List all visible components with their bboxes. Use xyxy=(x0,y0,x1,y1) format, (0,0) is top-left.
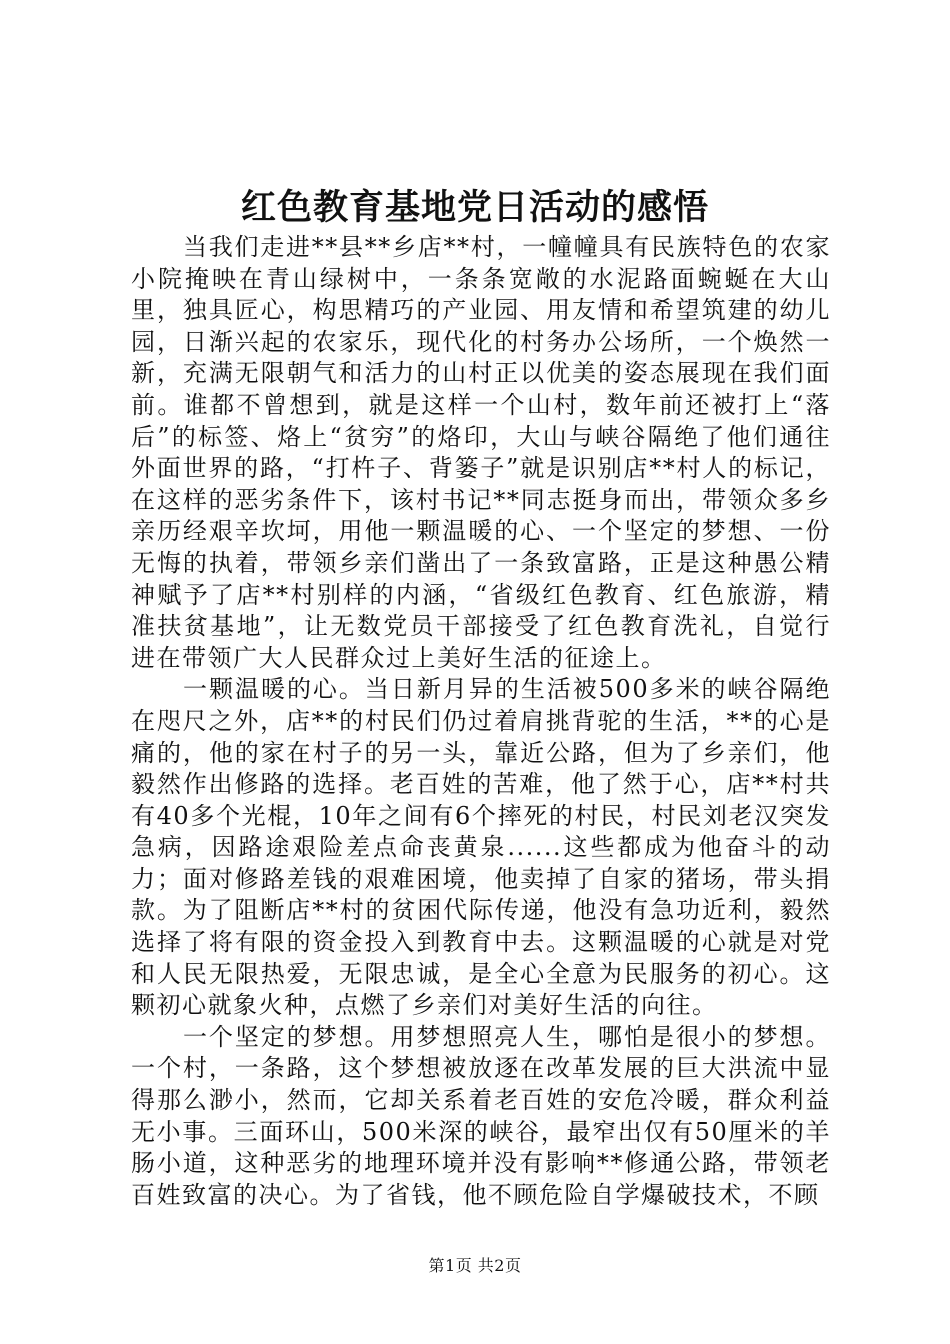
paragraph-intro: 当我们走进**县**乡店**村，一幢幢具有民族特色的农家小院掩映在青山绿树中，一条条宽敞的水泥路面蜿蜒在大山里，独具匠心，构思精巧的产业园、用友情和希望筑建的幼儿园，日渐兴起的农家乐，现代化的村务办公场所，一个焕然一新，充满无限朝气和活力的山村正以优美的姿态展现在我们面前。谁都不曾想到，就是这样一个山村，数年前还被打上“落后”的标签、烙上“贫穷”的烙印，大山与峡谷隔绝了他们通往外面世界的路，“打杵子、背篓子”就是识别店**村人的标记，在这样的恶劣条件下，该村书记**同志挺身而出，带领众多乡亲历经艰辛坎坷，用他一颗温暖的心、一个坚定的梦想、一份无悔的执着，带领乡亲们凿出了一条致富路，正是这种愚公精神赋予了店**村别样的内涵，“省级红色教育、红色旅游，精准扶贫基地”，让无数党员干部接受了红色教育洗礼，自觉行进在带领广大人民群众过上美好生活的征途上。 xyxy=(131,233,831,672)
document-body xyxy=(131,232,831,1211)
document-title: 红色教育基地党日活动的感悟 xyxy=(240,188,709,228)
paragraph-firm-dream: 一个坚定的梦想。用梦想照亮人生，哪怕是很小的梦想。一个村，一条路，这个梦想被放逐在改革发展的巨大洪流中显得那么渺小，然而，它却关系着老百姓的安危冷暖，群众利益无小事。三面环山，500米深的峡谷，最窄出仅有50厘米的羊肠小道，这种恶劣的地理环境并没有影响**修通公路，带领老百姓致富的决心。为了省钱，他不顾危险自学爆破技术，不顾 xyxy=(131,1022,831,1209)
page-number-footer: 第1页 共2页 xyxy=(428,1256,522,1275)
paragraph-warm-heart: 一颗温暖的心。当日新月异的生活被500多米的峡谷隔绝在咫尺之外，店**的村民们仍过着肩挑背驼的生活，**的心是痛的，他的家在村子的另一头，靠近公路，但为了乡亲们，他毅然作出修路的选择。老百姓的苦难，他了然于心，店**村共有40多个光棍，10年之间有6个摔死的村民，村民刘老汉突发急病，因路途艰险差点命丧黄泉......这些都成为他奋斗的动力；面对修路差钱的艰难困境，他卖掉了自家的猪场，带头捐款。为了阻断店**村的贫困代际传递，他没有急功近利，毅然选择了将有限的资金投入到教育中去。这颗温暖的心就是对党和人民无限热爱，无限忠诚，是全心全意为民服务的初心。这颗初心就象火种，点燃了乡亲们对美好生活的向往。 xyxy=(131,675,831,1020)
